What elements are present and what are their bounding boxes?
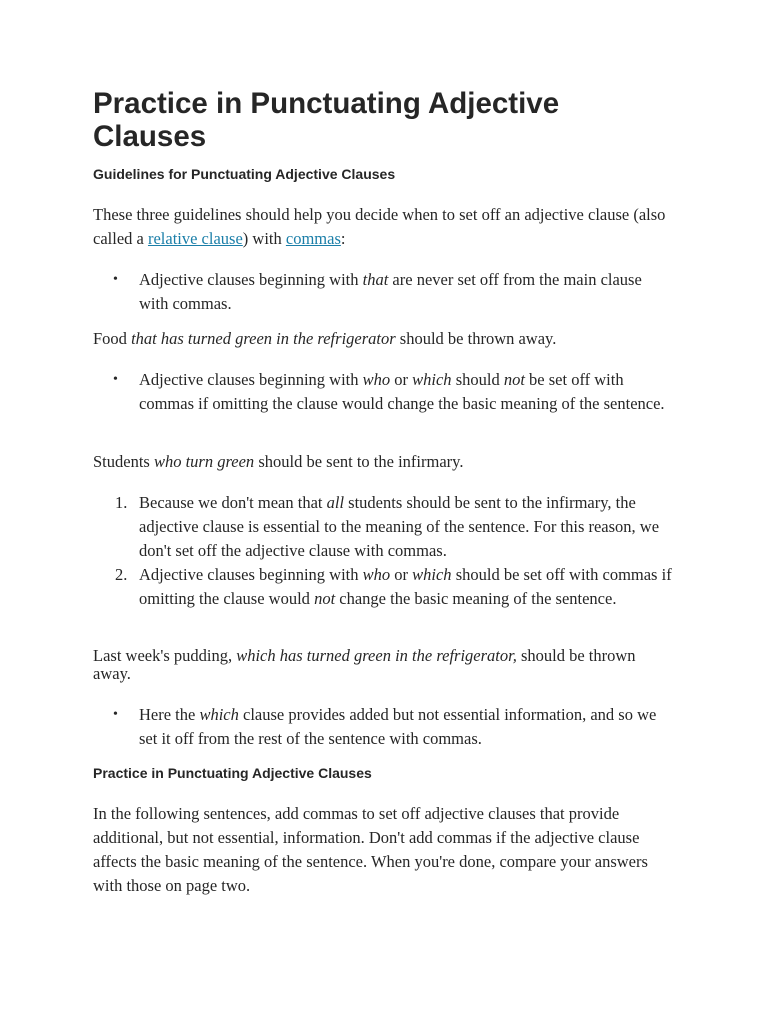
intro-text-1: These three guidelines should help you decide when to set off an adjective clause (also called a [93,205,666,248]
bullet-text: clause provides added but not essential information, and so we set it off from the rest of the sentence with commas. [139,705,657,748]
list-item [93,368,673,416]
guideline-list-1 [93,268,683,316]
numbered-list [93,491,683,611]
bullet-emphasis: which [199,705,239,724]
list-number: 2. [115,565,128,584]
example-text: should be thrown away. [395,329,557,348]
bullet-text: or [390,370,413,389]
bullet-icon: • [113,272,118,287]
practice-instructions: In the following sentences, add commas to set off adjective clauses that provide additional, but not essential, information. Don't add commas if the adjective clause affects the basic meaning of the sentence. When you're done, compare your answers with those on page two. [93,804,648,895]
example-text: Last week's pudding, [93,646,237,665]
example-emphasis: that has turned green in the refrigerator [131,329,396,348]
relative-clause-link[interactable]: relative clause [147,229,243,248]
list-number: 1. [115,493,128,512]
bullet-text: are never set off from the main clause with commas. [139,270,642,313]
list-emphasis: all [326,493,345,512]
bullet-emphasis: that [362,270,389,289]
list-emphasis: who [362,565,391,584]
bullet-emphasis: which [412,370,452,389]
list-text: Adjective clauses beginning with [139,565,363,584]
example-sentence-1 [93,327,673,351]
list-item [93,563,673,611]
list-emphasis: which [412,565,452,584]
list-emphasis: not [314,589,336,608]
intro-text-2: ) with [242,229,286,248]
list-item [93,268,673,316]
list-item [93,491,673,563]
example-sentence-2 [93,450,673,474]
example-text: should be sent to the infirmary. [254,452,464,471]
commas-link[interactable]: commas [285,229,341,248]
bullet-text: be set off with commas if omitting the clause would change the basic meaning of the sentence. [139,370,665,413]
list-text: should be set off with commas if omitting the clause would [139,565,672,608]
bullet-text: Adjective clauses beginning with [139,270,363,289]
list-text: or [390,565,413,584]
list-item [93,703,673,751]
guideline-list-2 [93,368,683,416]
intro-paragraph [93,203,673,251]
bullet-text: should [451,370,504,389]
bullet-text: Here the [139,705,200,724]
bullet-icon: • [113,707,118,722]
section-heading-guidelines: Guidelines for Punctuating Adjective Clauses [93,166,396,182]
list-text: students should be sent to the infirmary, the adjective clause is essential to the meaning of the sentence. For this reason, we don't set off the adjective clause with commas. [139,493,660,560]
example-text: should be thrown away. [93,646,636,683]
intro-text-3: : [340,229,346,248]
bullet-text: Adjective clauses beginning with [139,370,363,389]
list-text: Because we don't mean that [139,493,327,512]
example-emphasis: who turn green [153,452,255,471]
bullet-icon: • [113,372,118,387]
example-emphasis: which has turned green in the refrigerator, [236,646,517,665]
page-title: Practice in Punctuating Adjective Clauses [93,87,560,153]
guideline-list-3 [93,703,683,751]
section-heading-practice: Practice in Punctuating Adjective Clauses [93,765,372,781]
example-text: Food [93,329,132,348]
example-text: Students [93,452,154,471]
list-text: change the basic meaning of the sentence. [335,589,617,608]
bullet-emphasis: who [362,370,391,389]
example-sentence-3 [93,647,673,683]
bullet-emphasis: not [503,370,525,389]
